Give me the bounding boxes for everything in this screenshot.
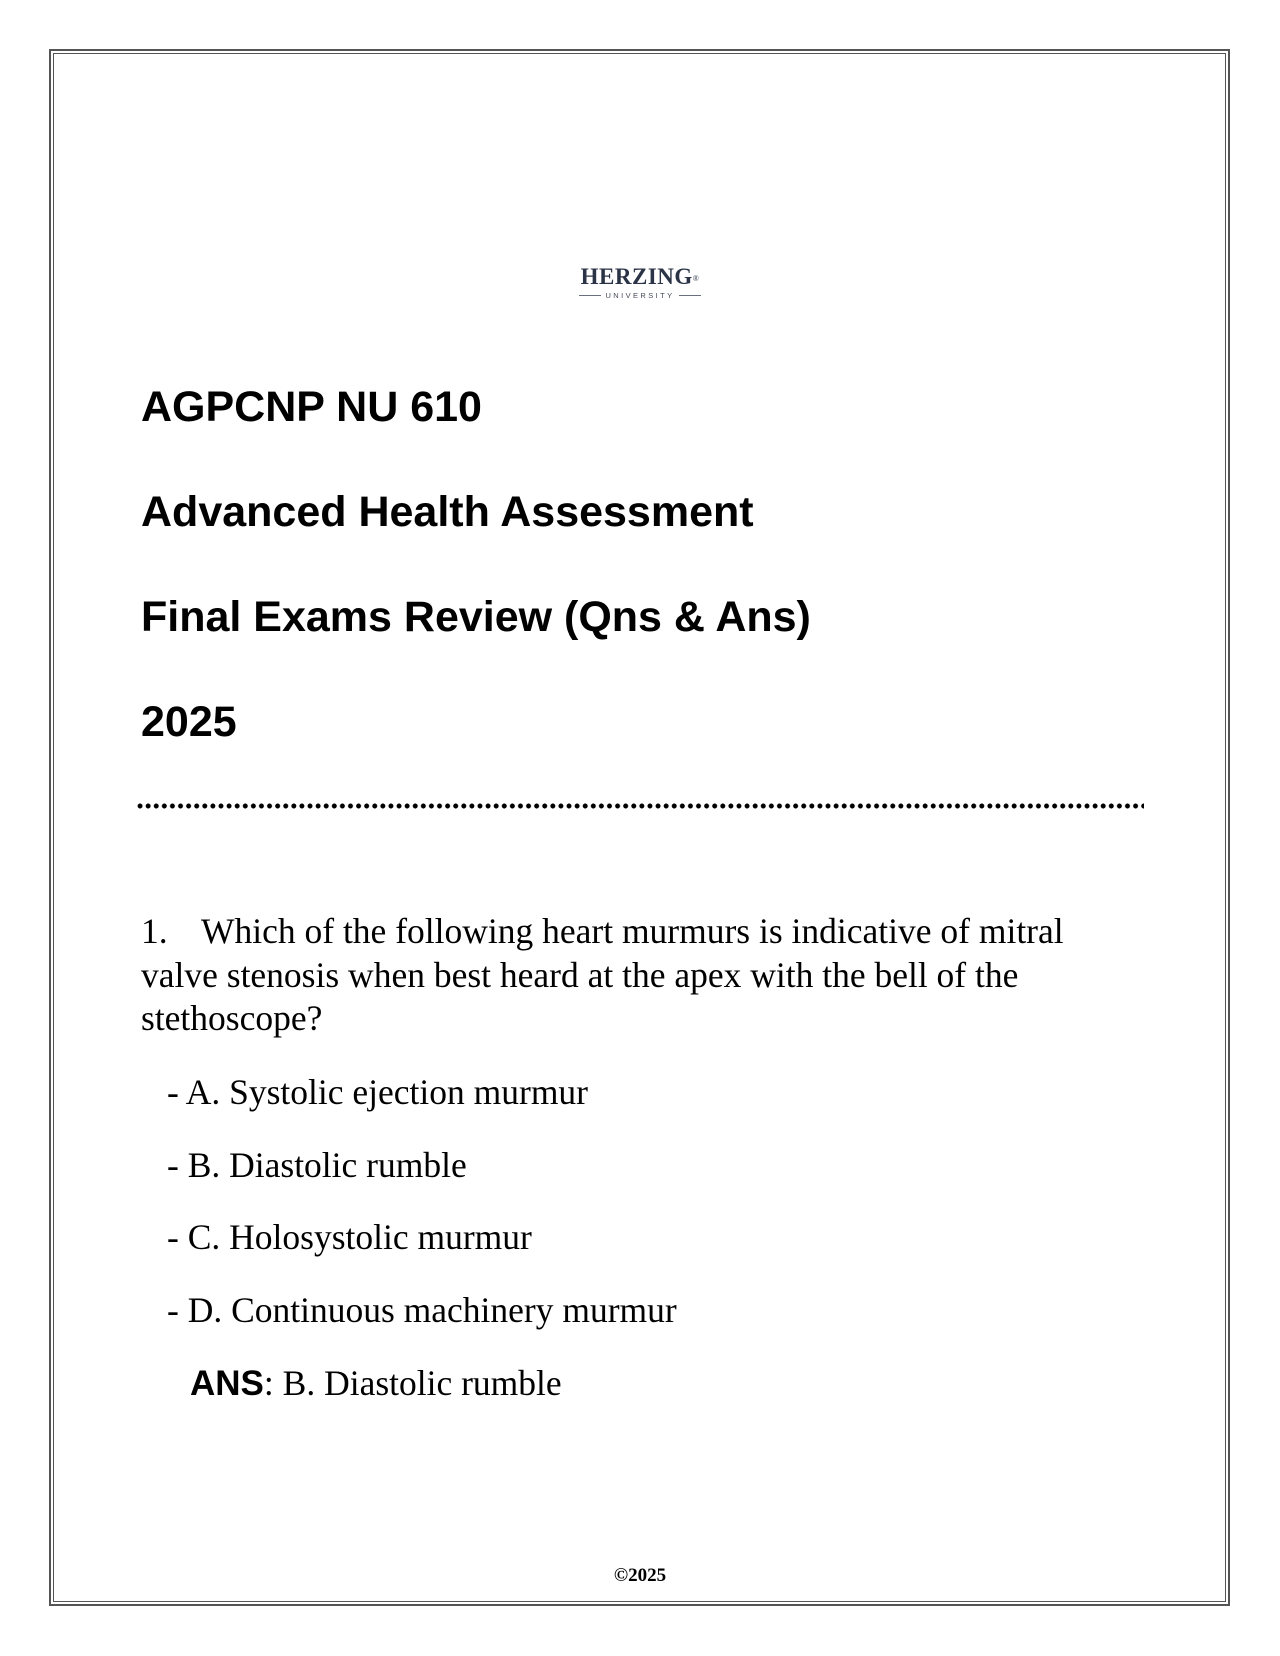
question-1	[141, 910, 1141, 1041]
option-d: - D. Continuous machinery murmur	[167, 1290, 677, 1330]
logo-subtitle: UNIVERSITY	[605, 291, 675, 300]
university-logo	[0, 264, 1280, 300]
document-title-heading: Final Exams Review (Qns & Ans)	[141, 593, 811, 641]
logo-rule-left	[579, 295, 601, 296]
course-code-heading: AGPCNP NU 610	[141, 383, 482, 431]
logo-name: HERZING	[580, 264, 693, 289]
question-number: 1.	[141, 911, 168, 951]
logo-rule-right	[679, 295, 701, 296]
subject-heading: Advanced Health Assessment	[141, 488, 754, 536]
answer-text: : B. Diastolic rumble	[263, 1363, 562, 1403]
copyright-footer: ©2025	[613, 1565, 667, 1586]
logo-registered-mark: ®	[692, 274, 700, 283]
option-b: - B. Diastolic rumble	[167, 1145, 467, 1185]
year-heading: 2025	[141, 698, 237, 746]
option-c: - C. Holosystolic murmur	[167, 1217, 532, 1257]
option-a: - A. Systolic ejection murmur	[167, 1072, 589, 1112]
dotted-divider	[136, 801, 1144, 811]
question-text: Which of the following heart murmurs is indicative of mitral valve stenosis when best heard at the apex with the bell of the stethoscope?	[141, 911, 1064, 1038]
answer-label: ANS	[190, 1364, 264, 1403]
answer-line	[190, 1362, 562, 1405]
